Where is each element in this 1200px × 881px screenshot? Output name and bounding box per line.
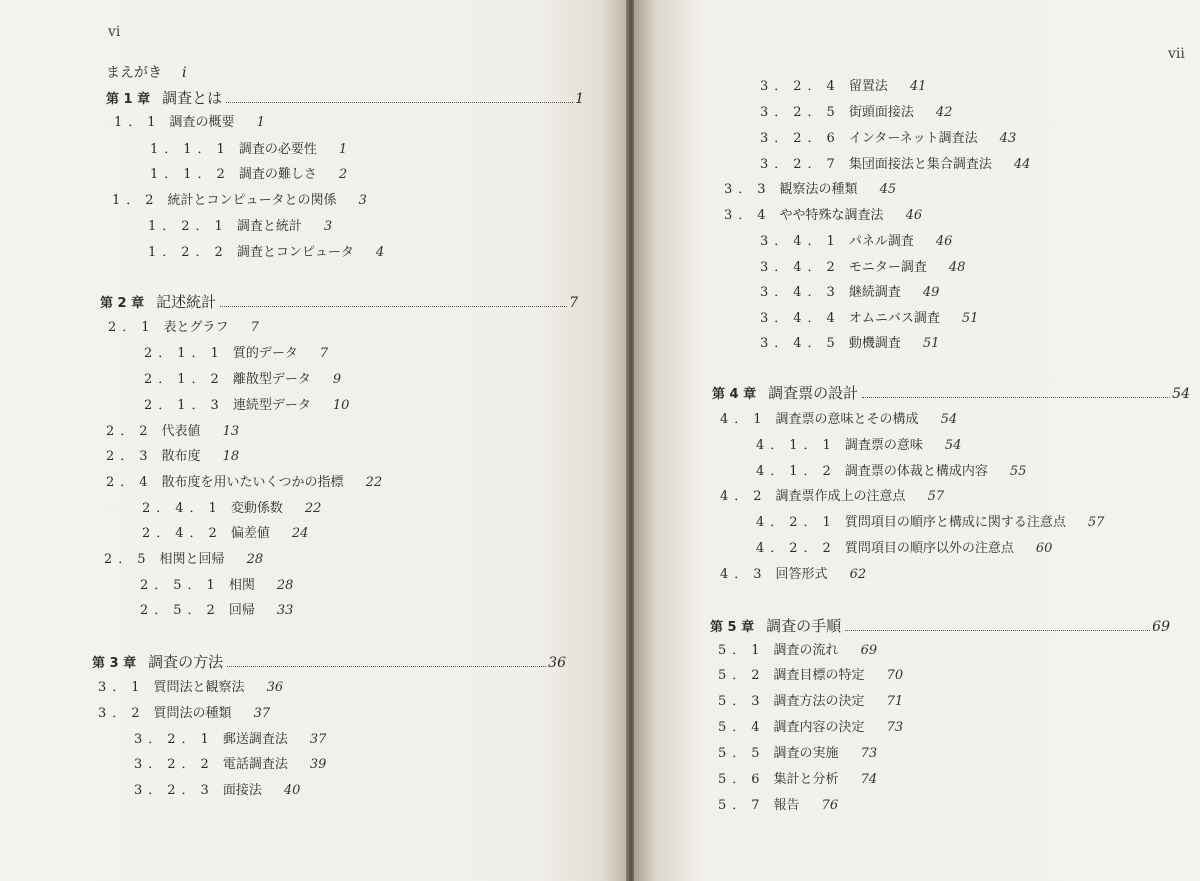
entry-page: 46 <box>905 208 923 223</box>
toc-entry <box>718 771 877 789</box>
entry-number: 2．1．3 <box>144 398 225 413</box>
toc-entry <box>760 284 939 302</box>
chapter-label: 第 3 章 <box>92 656 137 671</box>
chapter-page: 54 <box>1172 386 1190 402</box>
entry-number: 3．1 <box>98 680 146 695</box>
entry-title: 連続型データ <box>232 398 311 413</box>
entry-title: 調査の難しさ <box>238 167 317 182</box>
chapter-label: 第 2 章 <box>100 296 145 311</box>
toc-entry <box>756 514 1104 532</box>
entry-title: 質問法の種類 <box>153 706 232 721</box>
entry-page: 49 <box>922 285 940 300</box>
entry-title: 留置法 <box>848 79 888 94</box>
toc-entry <box>106 423 239 441</box>
leader-dots <box>845 630 1150 631</box>
entry-number: 3．4 <box>724 208 772 223</box>
entry-page: 45 <box>879 182 897 197</box>
entry-title: 表とグラフ <box>163 320 229 335</box>
entry-title: 相関 <box>228 578 255 593</box>
toc-entry <box>724 207 922 225</box>
entry-number: 5．5 <box>718 746 766 761</box>
entry-number: 3．4．3 <box>760 285 841 300</box>
toc-entry <box>718 693 903 711</box>
toc-entry <box>760 259 965 277</box>
toc-entry <box>718 797 838 815</box>
entry-page: 70 <box>886 668 904 683</box>
entry-number: 1．2 <box>112 193 160 208</box>
entry-title: モニター調査 <box>848 260 927 275</box>
chapter-page: 1 <box>575 91 584 107</box>
chapter-title: 調査の手順 <box>766 617 842 635</box>
entry-number: 1．2．2 <box>148 245 229 260</box>
entry-number: 5．2 <box>718 668 766 683</box>
toc-entry <box>134 731 326 749</box>
entry-number: 4．2．1 <box>756 515 837 530</box>
entry-title: パネル調査 <box>848 234 914 249</box>
entry-number: 3．3 <box>724 182 772 197</box>
entry-title: 調査とコンピュータ <box>236 245 354 260</box>
toc-entry <box>760 335 939 353</box>
entry-title: 離散型データ <box>232 372 311 387</box>
leader-dots <box>862 397 1170 398</box>
entry-page: 46 <box>935 234 953 249</box>
chapter-label: 第 1 章 <box>106 92 151 107</box>
entry-number: 5．7 <box>718 798 766 813</box>
entry-number: 3．2．5 <box>760 105 841 120</box>
toc-entry <box>144 345 328 363</box>
entry-number: 2．5．1 <box>140 578 221 593</box>
chapter-title: 調査の方法 <box>148 653 224 671</box>
entry-title: 調査票の意味とその構成 <box>775 412 919 427</box>
entry-title: 代表値 <box>161 424 201 439</box>
page-number-left: vi <box>108 24 121 40</box>
entry-page: 73 <box>886 720 904 735</box>
toc-entry <box>760 78 926 96</box>
entry-page: 51 <box>922 336 940 351</box>
entry-page: 71 <box>886 694 904 709</box>
entry-page: 28 <box>276 578 294 593</box>
entry-number: 2．4 <box>106 475 154 490</box>
entry-page: 54 <box>944 438 962 453</box>
entry-number: 2．5 <box>104 552 152 567</box>
entry-page: 57 <box>927 489 945 504</box>
entry-title: 集団面接法と集合調査法 <box>848 157 992 172</box>
entry-number: 3．2．7 <box>760 157 841 172</box>
preface-title: まえがき <box>106 65 162 81</box>
leader-dots <box>227 666 546 667</box>
entry-title: 調査票の意味 <box>844 438 923 453</box>
chapter-title: 記述統計 <box>156 293 217 311</box>
entry-page: 1 <box>256 115 265 130</box>
entry-title: 変動係数 <box>230 501 283 516</box>
entry-page: 7 <box>250 320 259 335</box>
entry-number: 3．4．1 <box>760 234 841 249</box>
leader-dots <box>220 306 567 307</box>
entry-number: 3．2．6 <box>760 131 841 146</box>
entry-page: 3 <box>358 193 367 208</box>
toc-entry <box>106 474 382 492</box>
toc-entry <box>108 319 259 337</box>
chapter-page: 36 <box>548 655 566 671</box>
toc-entry <box>718 745 877 763</box>
toc-entry <box>756 437 961 455</box>
entry-title: 質問項目の順序と構成に関する注意点 <box>844 515 1066 530</box>
chapter-page: 7 <box>569 295 578 311</box>
entry-number: 2．4．2 <box>142 526 223 541</box>
toc-preface <box>106 62 186 82</box>
entry-number: 1．1．1 <box>150 142 231 157</box>
entry-page: 9 <box>332 372 342 387</box>
entry-page: 54 <box>940 412 958 427</box>
entry-number: 2．1．2 <box>144 372 225 387</box>
entry-title: 調査と統計 <box>236 219 302 234</box>
toc-chapter-2 <box>100 292 578 314</box>
entry-title: 調査目標の特定 <box>773 668 865 683</box>
entry-number: 3．2．3 <box>134 783 215 798</box>
entry-title: 電話調査法 <box>222 757 288 772</box>
toc-entry <box>718 719 903 737</box>
toc-entry <box>148 218 332 236</box>
entry-number: 3．2 <box>98 706 146 721</box>
toc-entry <box>144 397 349 415</box>
entry-page: 37 <box>309 732 327 747</box>
entry-title: 継続調査 <box>848 285 901 300</box>
entry-page: 4 <box>375 245 385 260</box>
entry-number: 2．3 <box>106 449 154 464</box>
entry-page: 60 <box>1035 541 1053 556</box>
toc-chapter-4 <box>712 383 1190 405</box>
entry-number: 2．2 <box>106 424 154 439</box>
chapter-label: 第 4 章 <box>712 387 757 402</box>
toc-chapter-5 <box>710 616 1170 638</box>
entry-page: 39 <box>309 757 327 772</box>
entry-page: 2 <box>338 167 348 182</box>
entry-title: 散布度 <box>161 449 201 464</box>
toc-entry <box>106 448 239 466</box>
entry-title: 調査の必要性 <box>238 142 317 157</box>
entry-number: 1．1．2 <box>150 167 231 182</box>
chapter-title: 調査とは <box>162 89 223 107</box>
entry-title: 調査内容の決定 <box>773 720 865 735</box>
toc-entry <box>144 371 341 389</box>
entry-page: 62 <box>849 567 867 582</box>
entry-page: 1 <box>338 142 348 157</box>
toc-entry <box>104 551 263 569</box>
entry-page: 44 <box>1013 157 1031 172</box>
entry-number: 4．3 <box>720 567 768 582</box>
entry-page: 28 <box>246 552 264 567</box>
toc-entry <box>756 540 1052 558</box>
entry-page: 57 <box>1087 515 1105 530</box>
entry-number: 3．4．2 <box>760 260 841 275</box>
toc-entry <box>760 156 1030 174</box>
entry-title: 散布度を用いたいくつかの指標 <box>161 475 344 490</box>
entry-page: 33 <box>276 603 294 618</box>
toc-chapter-1 <box>106 88 584 110</box>
entry-page: 41 <box>909 79 927 94</box>
entry-number: 5．3 <box>718 694 766 709</box>
toc-entry <box>756 463 1026 481</box>
entry-page: 13 <box>222 424 240 439</box>
entry-number: 5．1 <box>718 643 766 658</box>
toc-entry <box>98 705 270 723</box>
toc-chapter-3 <box>92 652 566 674</box>
entry-page: 36 <box>266 680 284 695</box>
entry-title: 面接法 <box>222 783 262 798</box>
entry-page: 37 <box>253 706 271 721</box>
toc-entry <box>724 181 896 199</box>
entry-page: 48 <box>948 260 966 275</box>
entry-page: 43 <box>999 131 1017 146</box>
toc-entry <box>718 642 877 660</box>
entry-page: 10 <box>332 398 350 413</box>
toc-entry <box>140 577 293 595</box>
entry-number: 3．2．2 <box>134 757 215 772</box>
entry-title: 郵送調査法 <box>222 732 288 747</box>
chapter-page: 69 <box>1152 619 1170 635</box>
entry-page: 18 <box>222 449 240 464</box>
entry-page: 7 <box>319 346 329 361</box>
entry-page: 3 <box>323 219 333 234</box>
entry-number: 3．4．4 <box>760 311 841 326</box>
entry-title: 動機調査 <box>848 336 901 351</box>
entry-number: 5．4 <box>718 720 766 735</box>
entry-number: 5．6 <box>718 772 766 787</box>
leader-dots <box>226 102 573 103</box>
entry-page: 73 <box>860 746 878 761</box>
entry-number: 2．1 <box>108 320 156 335</box>
toc-entry <box>760 233 952 251</box>
entry-title: 街頭面接法 <box>848 105 914 120</box>
toc-entry <box>760 310 978 328</box>
toc-entry <box>720 566 866 584</box>
entry-title: 質問項目の順序以外の注意点 <box>844 541 1014 556</box>
entry-title: やや特殊な調査法 <box>779 208 884 223</box>
entry-title: 調査の概要 <box>169 115 235 130</box>
toc-entry <box>760 130 1016 148</box>
toc-entry <box>148 244 384 262</box>
toc-entry <box>720 488 944 506</box>
entry-number: 2．4．1 <box>142 501 223 516</box>
entry-page: 55 <box>1009 464 1027 479</box>
entry-page: 24 <box>291 526 309 541</box>
entry-title: 調査の実施 <box>773 746 839 761</box>
entry-title: 調査票の体裁と構成内容 <box>844 464 988 479</box>
toc-entry <box>134 756 326 774</box>
toc-entry <box>140 602 293 620</box>
entry-page: 40 <box>283 783 301 798</box>
entry-page: 22 <box>304 501 322 516</box>
entry-page: 76 <box>821 798 839 813</box>
chapter-label: 第 5 章 <box>710 620 755 635</box>
toc-entry <box>98 679 283 697</box>
entry-title: 回帰 <box>228 603 255 618</box>
right-page <box>634 0 1200 881</box>
entry-number: 4．2．2 <box>756 541 837 556</box>
entry-title: 集計と分析 <box>773 772 839 787</box>
entry-number: 3．2．4 <box>760 79 841 94</box>
entry-number: 3．2．1 <box>134 732 215 747</box>
entry-title: 調査票作成上の注意点 <box>775 489 906 504</box>
entry-title: 報告 <box>773 798 800 813</box>
page-number-right: vii <box>1168 46 1185 62</box>
toc-entry <box>150 141 347 159</box>
toc-entry <box>718 667 903 685</box>
toc-entry <box>114 114 265 132</box>
entry-page: 51 <box>961 311 979 326</box>
entry-number: 3．4．5 <box>760 336 841 351</box>
preface-page: i <box>182 65 187 81</box>
toc-entry <box>112 192 367 210</box>
toc-entry <box>142 525 308 543</box>
entry-number: 4．1 <box>720 412 768 427</box>
toc-entry <box>150 166 347 184</box>
entry-page: 22 <box>365 475 383 490</box>
toc-entry <box>760 104 952 122</box>
entry-page: 69 <box>860 643 878 658</box>
entry-number: 2．5．2 <box>140 603 221 618</box>
entry-number: 2．1．1 <box>144 346 225 361</box>
toc-entry <box>142 500 321 518</box>
entry-title: 調査方法の決定 <box>773 694 865 709</box>
entry-number: 4．1．1 <box>756 438 837 453</box>
entry-title: 質的データ <box>232 346 298 361</box>
toc-entry <box>720 411 957 429</box>
entry-title: 相関と回帰 <box>159 552 225 567</box>
entry-number: 1．2．1 <box>148 219 229 234</box>
entry-title: 統計とコンピュータとの関係 <box>167 193 337 208</box>
entry-title: オムニバス調査 <box>848 311 940 326</box>
entry-page: 74 <box>860 772 878 787</box>
entry-title: 質問法と観察法 <box>153 680 245 695</box>
entry-title: 偏差値 <box>230 526 270 541</box>
toc-entry <box>134 782 300 800</box>
entry-title: 調査の流れ <box>773 643 839 658</box>
entry-number: 1．1 <box>114 115 162 130</box>
chapter-title: 調査票の設計 <box>768 384 859 402</box>
entry-title: 観察法の種類 <box>779 182 858 197</box>
entry-number: 4．1．2 <box>756 464 837 479</box>
entry-number: 4．2 <box>720 489 768 504</box>
entry-page: 42 <box>935 105 953 120</box>
entry-title: 回答形式 <box>775 567 828 582</box>
entry-title: インターネット調査法 <box>848 131 978 146</box>
